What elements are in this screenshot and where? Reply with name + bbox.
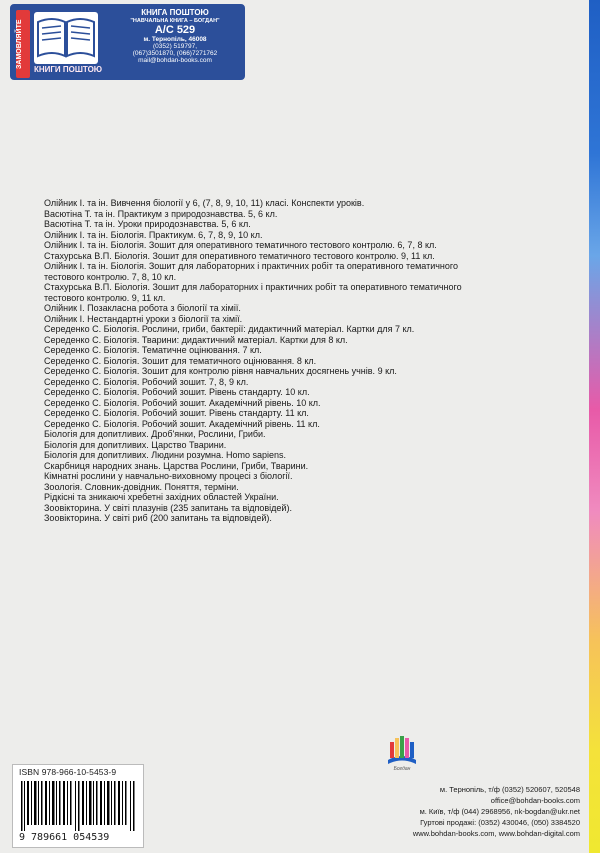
card-phone-1: (0352) 519797, xyxy=(152,43,198,51)
list-item: тестового контролю. 7, 8, 10 кл. xyxy=(44,271,177,282)
list-item: Олійник І. Нестандартні уроки з біології та хімії. xyxy=(44,313,243,324)
barcode-digits: 9 789661 054539 xyxy=(19,832,110,843)
list-item: Скарбниця народних знань. Царства Рослини, Гриби, Тварини. xyxy=(44,460,309,471)
publisher-logo-icon xyxy=(382,732,422,768)
card-title: КНИГА ПОШТОЮ xyxy=(141,8,209,17)
list-item: Зоологія. Словник-довідник. Поняття, терміни. xyxy=(44,481,239,492)
card-po-box: А/С 529 xyxy=(154,23,196,36)
list-item: Біологія для допитливих. Дроб'янки, Рослини, Гриби. xyxy=(44,429,266,439)
address-line: м. Київ, т/ф (044) 2968956, nk-bogdan@ukr.net xyxy=(419,807,580,816)
list-item: Середенко С. Біологія. Зошит для тематичного оцінювання. 8 кл. xyxy=(44,355,317,366)
list-item: Середенко С. Біологія. Тварини: дидактичний матеріал. Картки для 8 кл. xyxy=(44,334,348,345)
list-item: Олійник І. та ін. Біологія. Зошит для лабораторних і практичних робіт та оперативного тематичного xyxy=(44,261,458,271)
list-item: Васютіна Т. та ін. Уроки природознавства. 5, 6 кл. xyxy=(44,219,251,229)
address-line: м. Тернопіль, т/ф (0352) 520607, 520548 xyxy=(439,785,580,794)
open-book-icon xyxy=(34,12,98,64)
address-line: Гуртові продажі: (0352) 430046, (050) 3384520 xyxy=(420,818,580,827)
list-item: Середенко С. Біологія. Рослини, гриби, бактерії: дидактичний матеріал. Картки для 7 кл. xyxy=(44,324,415,334)
publisher-address xyxy=(350,784,580,839)
logo-caption: Богдан xyxy=(393,766,411,772)
list-item: Середенко С. Біологія. Робочий зошит. Академічний рівень. 10 кл. xyxy=(44,397,321,408)
card-city: м. Тернопіль, 46008 xyxy=(143,35,207,43)
list-item: Олійник І. та ін. Біологія. Зошит для оперативного тематичного тестового контролю. 6, 7, 8 кл. xyxy=(44,240,437,250)
list-item: Середенко С. Біологія. Робочий зошит. Рівень стандарту. 11 кл. xyxy=(44,408,309,418)
card-email: mail@bohdan-books.com xyxy=(138,57,212,65)
order-badge: ЗАМОВЛЯЙТЕ xyxy=(16,10,30,78)
list-item: Зоовікторина. У світі риб (200 запитань та відповідей). xyxy=(44,513,272,523)
list-item: Зоовікторина. У світі плазунів (235 запитань та відповідей). xyxy=(44,502,292,513)
list-item: Середенко С. Біологія. Робочий зошит. Академічний рівень. 11 кл. xyxy=(44,418,320,429)
list-item: Середенко С. Біологія. Зошит для контролю рівня навчальних досягнень учнів. 9 кл. xyxy=(44,366,397,376)
list-item: Олійник І. Позакласна робота з біології та хімії. xyxy=(44,303,241,313)
isbn-number: ISBN 978-966-10-5453-9 xyxy=(19,767,117,777)
list-item: Олійник І. та ін. Біологія. Практикум. 6, 7, 8, 9, 10 кл. xyxy=(44,229,263,240)
card-subtitle: "НАВЧАЛЬНА КНИГА – БОГДАН" xyxy=(130,17,220,24)
card-phone-2: (067)3501870, (066)7271762 xyxy=(132,50,218,58)
book-list xyxy=(44,198,564,524)
list-item: Стахурська В.П. Біологія. Зошит для оперативного тематичного тестового контролю. 9, 11 кл. xyxy=(44,250,435,261)
list-item: Середенко С. Біологія. Робочий зошит. Рівень стандарту. 10 кл. xyxy=(44,387,310,397)
list-item: Васютіна Т. та ін. Практикум з природознавства. 5, 6 кл. xyxy=(44,208,278,219)
mail-order-card xyxy=(10,4,245,80)
list-item: Середенко С. Біологія. Робочий зошит. 7, 8, 9 кл. xyxy=(44,376,249,387)
list-item: тестового контролю. 9, 11 кл. xyxy=(44,292,166,303)
decorative-color-strip xyxy=(589,0,600,853)
address-line: office@bohdan-books.com xyxy=(490,796,580,805)
card-contact-lines xyxy=(108,9,242,65)
list-item: Олійник І. та ін. Вивчення біології у 6, (7, 8, 9, 10, 11) класі. Конспекти уроків. xyxy=(44,198,365,208)
barcode-icon xyxy=(19,781,137,831)
book-label: КНИГИ ПОШТОЮ xyxy=(33,65,103,74)
isbn-barcode-block xyxy=(12,764,144,848)
address-line: www.bohdan-books.com, www.bohdan-digital.com xyxy=(412,829,580,838)
list-item: Рідкісні та зникаючі хребетні західних областей України. xyxy=(44,492,279,502)
list-item: Кімнатні рослини у навчально-виховному процесі з біології. xyxy=(44,471,293,481)
list-item: Біологія для допитливих. Царство Тварини. xyxy=(44,439,227,450)
list-item: Біологія для допитливих. Людини розумна. Homo sapiens. xyxy=(44,450,287,460)
list-item: Стахурська В.П. Біологія. Зошит для лабораторних і практичних робіт та оперативного тематичного xyxy=(44,282,462,292)
list-item: Середенко С. Біологія. Тематичне оцінювання. 7 кл. xyxy=(44,345,262,355)
